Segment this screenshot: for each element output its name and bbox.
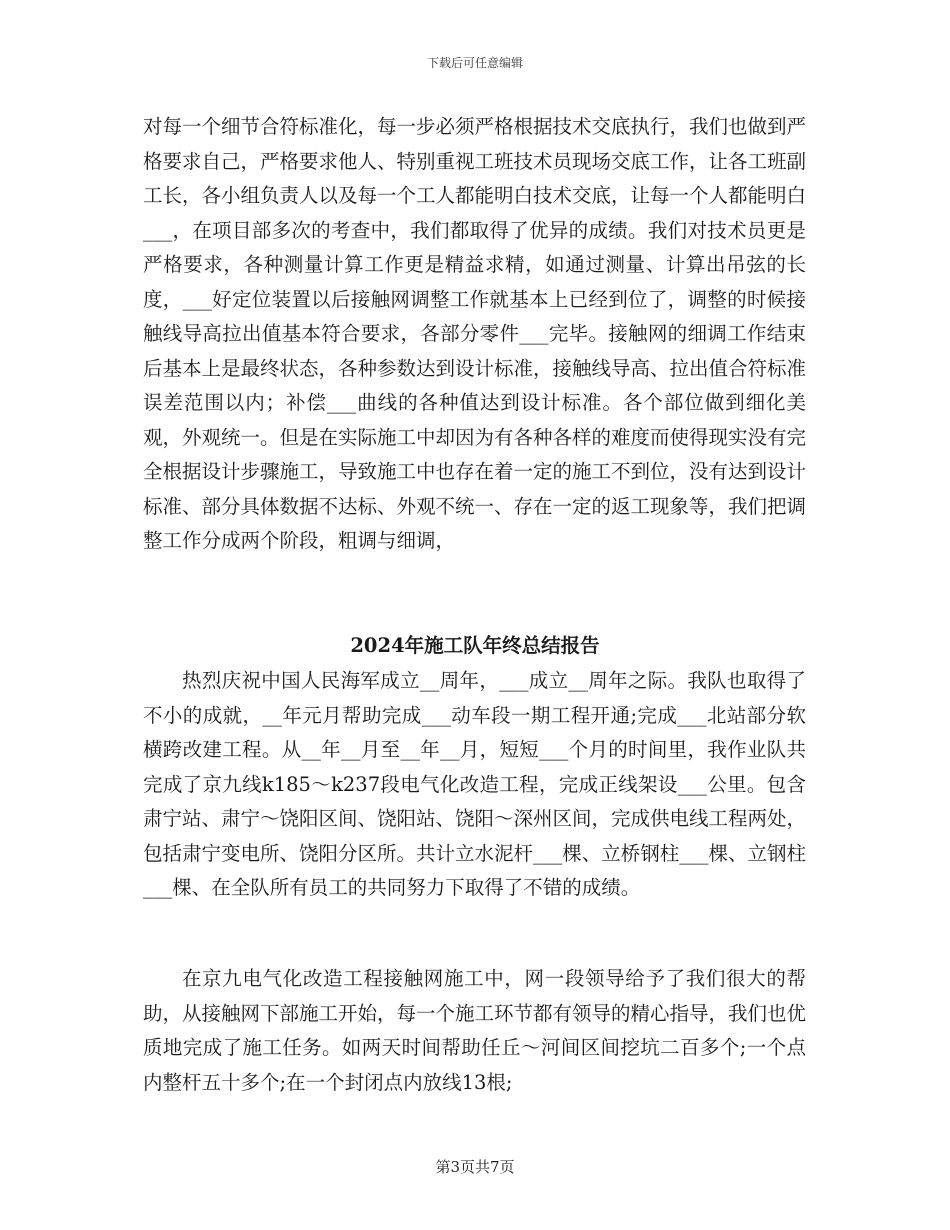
section-title: 2024年施工队年终总结报告 (350, 634, 600, 657)
paragraph-leadership-support: 在京九电气化改造工程接触网施工中，网一段领导给予了我们很大的帮助，从接触网下部施工开始，每一个施工环节都有领导的精心指导，我们也优质地完成了施工任务。如两天时间帮助任丘～河间区间挖坑二百多个;一个点内整杆五十多个;在一个封闭点内放线13根; (143, 967, 807, 1094)
paragraph-continued: 对每一个细节合符标准化，每一步必须严格根据技术交底执行，我们也做到严格要求自己，严格要求他人、特别重视工班技术员现场交底工作，让各工班副工长，各小组负责人以及每一个工人都能明白技术交底，让每一个人都能明白___，在项目部多次的考查中，我们都取得了优异的成绩。我们对技术员更是严格要求，各种测量计算工作更是精益求精，如通过测量、计算出吊弦的长度，___好定位装置以后接触网调整工作就基本上已经到位了，调整的时候接触线导高拉出值基本符合要求，各部分零件___完毕。接触网的细调工作结束后基本上是最终状态，各种参数达到设计标准，接触线导高、拉出值合符标准误差范围以内；补偿___曲线的各种值达到设计标准。各个部位做到细化美观，外观统一。但是在实际施工中却因为有各种各样的难度而使得现实没有完全根据设计步骤施工，导致施工中也存在着一定的施工不到位，没有达到设计标准、部分具体数据不达标、外观不统一、存在一定的返工现象等，我们把调整工作分成两个阶段，粗调与细调， (143, 115, 807, 552)
page-header-note: 下载后可任意编辑 (426, 56, 523, 70)
page-number: 第3页共7页 (435, 1158, 515, 1176)
paragraph-achievements: 热烈庆祝中国人民海军成立__周年，___成立__周年之际。我队也取得了不小的成就，__年元月帮助完成___动车段一期工程开通;完成___北站部分软横跨改建工程。从__年__月至__年__月，短短___个月的时间里，我作业队共完成了京九线k185～k237段电气化改造工程，完成正线架设___公里。包含肃宁站、肃宁～饶阳区间、饶阳站、饶阳～深州区间，完成供电线工程两处，包括肃宁变电所、饶阳分区所。共计立水泥杆___棵、立桥钢柱___棵、立钢柱___棵、在全队所有员工的共同努力下取得了不错的成绩。 (143, 669, 807, 899)
